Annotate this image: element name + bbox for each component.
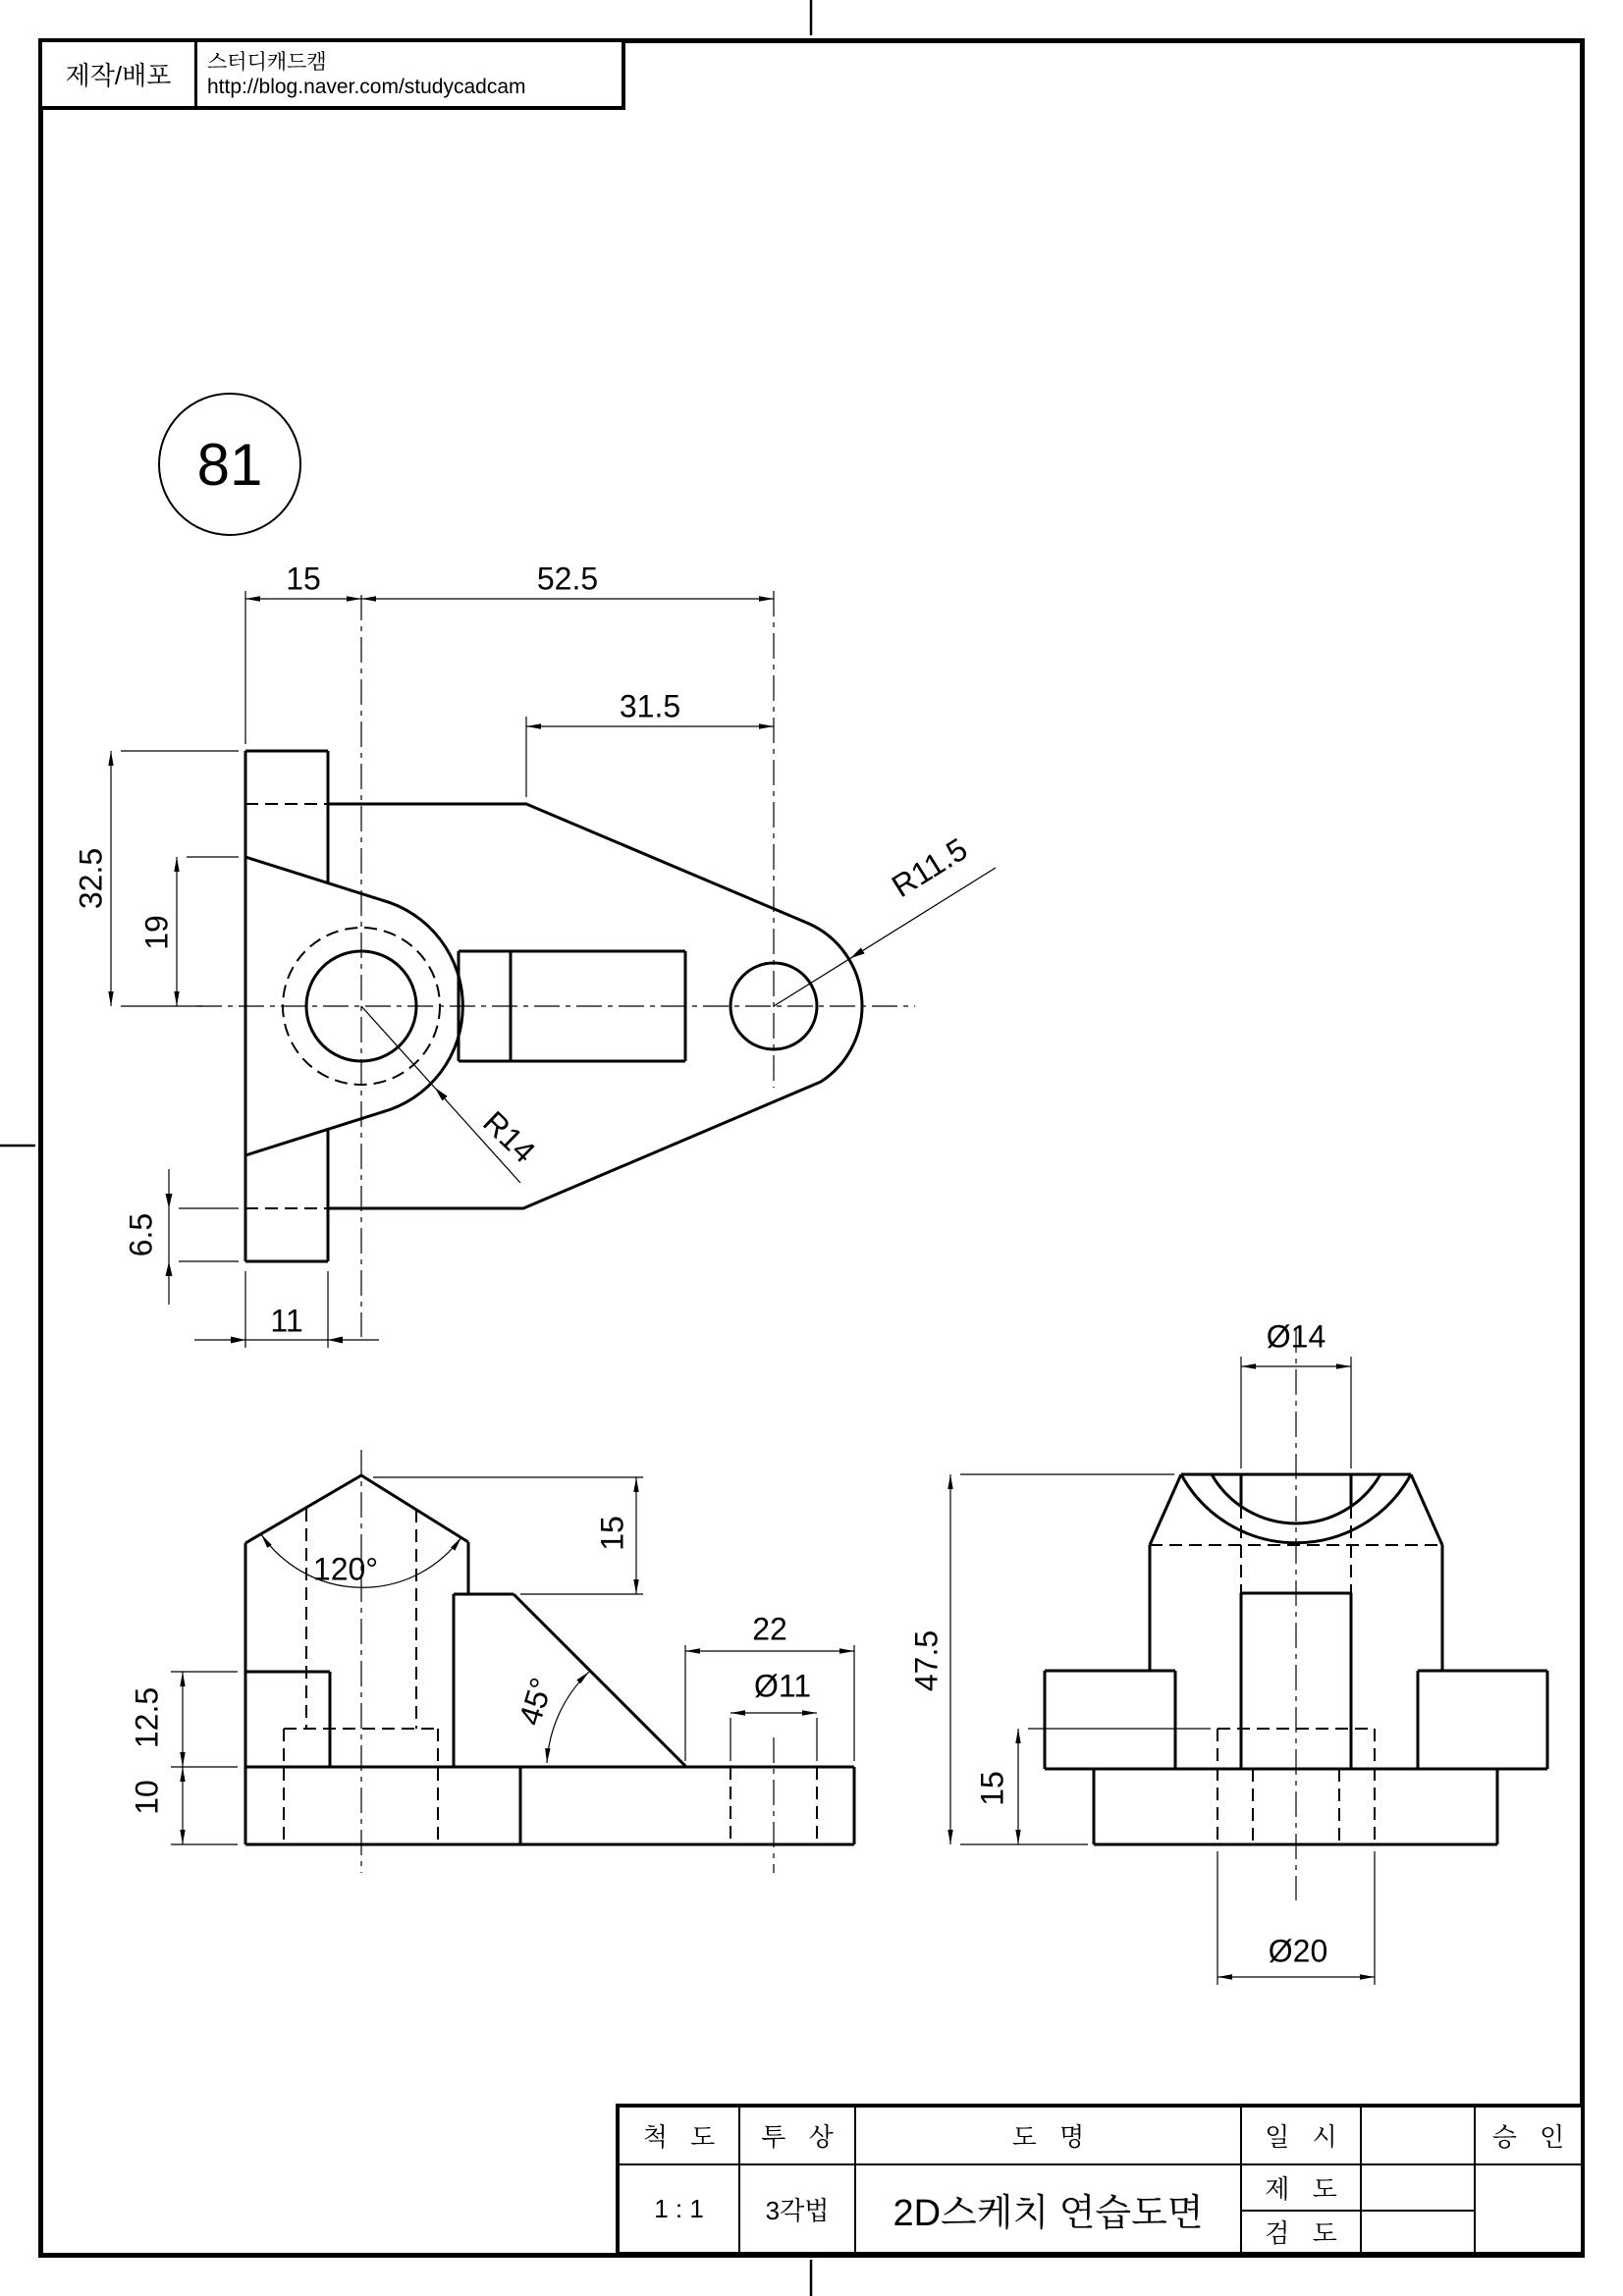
check-label: 검 도	[1265, 2218, 1337, 2248]
sheet-center-ticks	[0, 0, 811, 2296]
arrow-6-5-bottom	[166, 1261, 173, 1276]
projection-label: 투 상	[761, 2122, 834, 2152]
dim-text-19: 19	[138, 915, 175, 950]
top-view	[73, 561, 996, 1348]
dim-text-10: 10	[129, 1780, 165, 1815]
projection-value: 3각법	[765, 2195, 830, 2225]
dim-text-12-5: 12.5	[129, 1686, 165, 1749]
draft-value-empty	[1362, 2165, 1474, 2210]
check-value-empty	[1362, 2212, 1474, 2252]
front-view-outline	[245, 1475, 854, 1844]
dim-text-r14: R14	[476, 1103, 543, 1170]
dim-text-dia11: Ø11	[753, 1668, 812, 1704]
dim-text-47-5: 47.5	[908, 1629, 945, 1692]
dim-text-120: 120°	[312, 1551, 379, 1587]
approval-value-empty	[1476, 2165, 1581, 2252]
dim-text-22: 22	[752, 1611, 787, 1647]
drawing-name-label: 도 명	[1011, 2122, 1085, 2152]
header-label: 제작/배포	[42, 42, 197, 106]
header-brand: 스터디캐드캠	[207, 50, 327, 74]
dim-text-side-15: 15	[974, 1771, 1010, 1806]
dim-text-dia14: Ø14	[1266, 1318, 1326, 1355]
sheet-number: 81	[196, 431, 263, 498]
drawing-name-value: 2D스케치 연습도면	[893, 2192, 1204, 2234]
dim-text-45: 45°	[512, 1673, 560, 1730]
title-block	[616, 2104, 1585, 2256]
dim-text-15: 15	[286, 561, 321, 597]
leader-r11-5	[774, 868, 996, 1006]
dim-text-31-5: 31.5	[619, 688, 681, 724]
dim-text-6-5: 6.5	[123, 1212, 159, 1257]
dim-text-32-5: 32.5	[73, 847, 109, 910]
header-url: http://blog.naver.com/studycadcam	[207, 75, 526, 98]
scale-value: 1 : 1	[654, 2193, 704, 2223]
top-view-centerlines	[196, 591, 915, 1337]
dim-text-52-5: 52.5	[536, 561, 599, 597]
header-credit	[197, 42, 622, 106]
date-label: 일 시	[1265, 2122, 1337, 2152]
dim-text-front-15: 15	[594, 1516, 630, 1551]
draft-label: 제 도	[1265, 2174, 1337, 2204]
top-view-extension-lines	[121, 591, 526, 1348]
approval-label: 승 인	[1491, 2122, 1565, 2152]
dim-text-r11-5: R11.5	[885, 830, 974, 905]
side-view	[908, 1318, 1547, 1985]
dim-text-11: 11	[270, 1303, 303, 1339]
scale-label: 척 도	[642, 2122, 716, 2152]
arrow-11-left	[231, 1337, 245, 1344]
header-box	[38, 38, 625, 110]
dim-text-dia20: Ø20	[1268, 1933, 1328, 1969]
arrow-6-5-top	[166, 1194, 173, 1208]
front-view	[129, 1450, 854, 1873]
arrow-11-right	[328, 1337, 343, 1344]
sheet-number-badge	[158, 393, 301, 536]
arrow-r11-5	[850, 947, 865, 958]
front-view-extension-lines	[171, 1477, 854, 1844]
